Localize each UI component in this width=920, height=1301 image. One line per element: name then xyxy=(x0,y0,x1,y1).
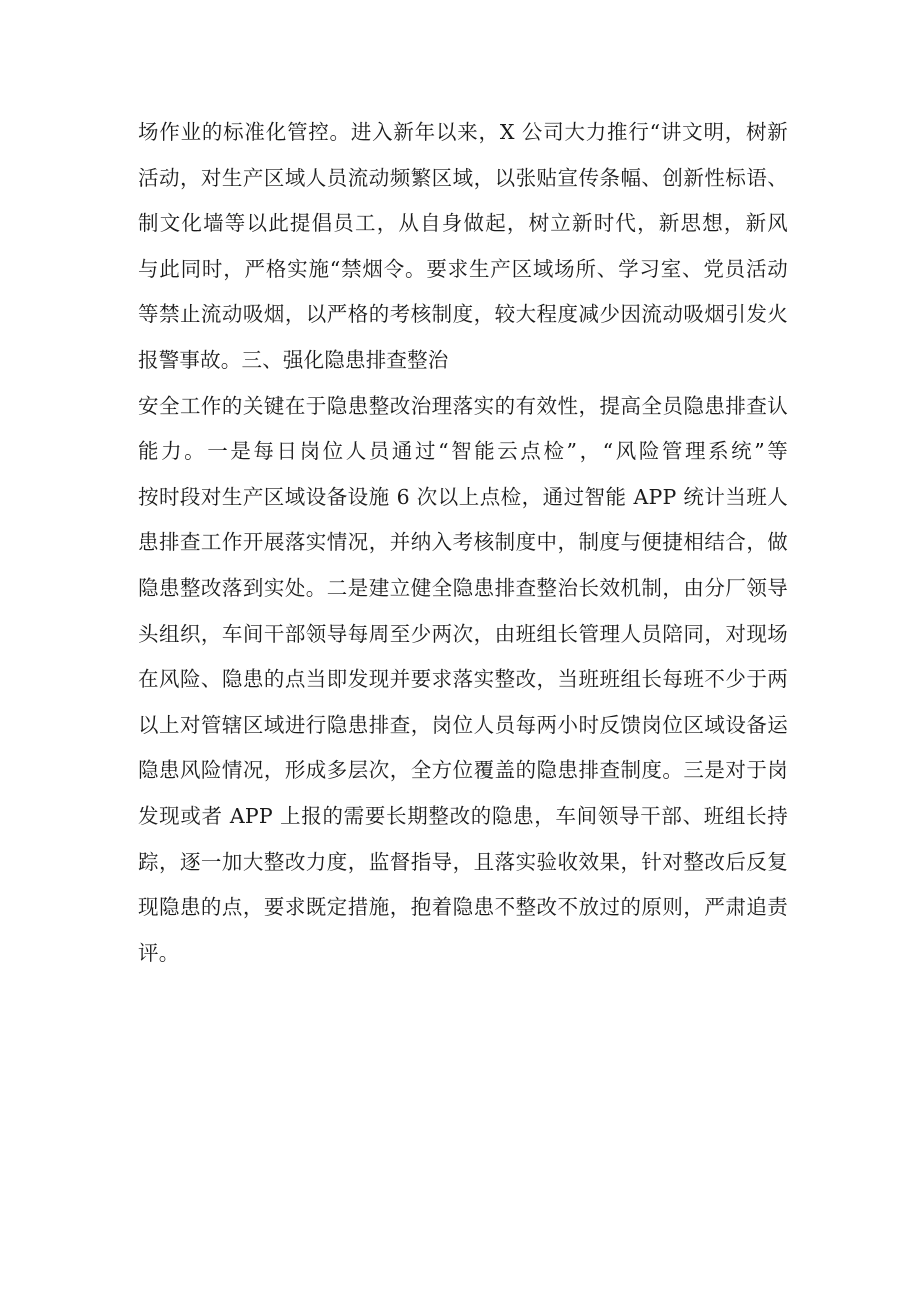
text-line: 评。 xyxy=(138,940,180,965)
text-line: 隐患整改落到实处。二是建立健全隐患排查整治长效机制，由分厂领导 xyxy=(138,575,788,600)
text-line: 按时段对生产区域设备设施 6 次以上点检，通过智能 APP 统计当班人 xyxy=(138,484,788,509)
text-line: 以上对管辖区域进行隐患排查，岗位人员每两小时反馈岗位区域设备运 xyxy=(138,712,788,737)
text-line: 现隐患的点，要求既定措施，抱着隐患不整改不放过的原则，严肃追责 xyxy=(138,895,788,920)
text-line: 发现或者 APP 上报的需要长期整改的隐患，车间领导干部、班组长持 xyxy=(138,803,788,828)
text-line: 与此同时，严格实施“禁烟令。要求生产区域场所、学习室、党员活动 xyxy=(138,256,788,281)
text-line: 在风险、隐患的点当即发现并要求落实整改，当班班组长每班不少于两 xyxy=(138,667,788,692)
body-text xyxy=(138,110,788,976)
text-line: 患排查工作开展落实情况，并纳入考核制度中，制度与便捷相结合，做 xyxy=(138,530,788,555)
text-line: 等禁止流动吸烟，以严格的考核制度，较大程度减少因流动吸烟引发火 xyxy=(138,302,788,327)
text-line: 踪，逐一加大整改力度，监督指导，且落实验收效果，针对整改后反复 xyxy=(138,849,788,874)
text-line: 能力。一是每日岗位人员通过“智能云点检”，“风险管理系统”等 xyxy=(138,439,788,464)
text-line: 隐患风险情况，形成多层次，全方位覆盖的隐患排查制度。三是对于岗 xyxy=(138,758,788,783)
text-line: 安全工作的关键在于隐患整改治理落实的有效性，提高全员隐患排查认 xyxy=(138,393,788,418)
text-line: 头组织，车间干部领导每周至少两次，由班组长管理人员陪同，对现场 xyxy=(138,621,788,646)
text-line: 制文化墙等以此提倡员工，从自身做起，树立新时代，新思想，新风 xyxy=(138,211,788,236)
text-line: 活动，对生产区域人员流动频繁区域，以张贴宣传条幅、创新性标语、 xyxy=(138,165,788,190)
text-line: 报警事故。三、强化隐患排查整治 xyxy=(138,347,449,372)
text-line: 场作业的标准化管控。进入新年以来，X 公司大力推行“讲文明，树新 xyxy=(138,120,788,144)
